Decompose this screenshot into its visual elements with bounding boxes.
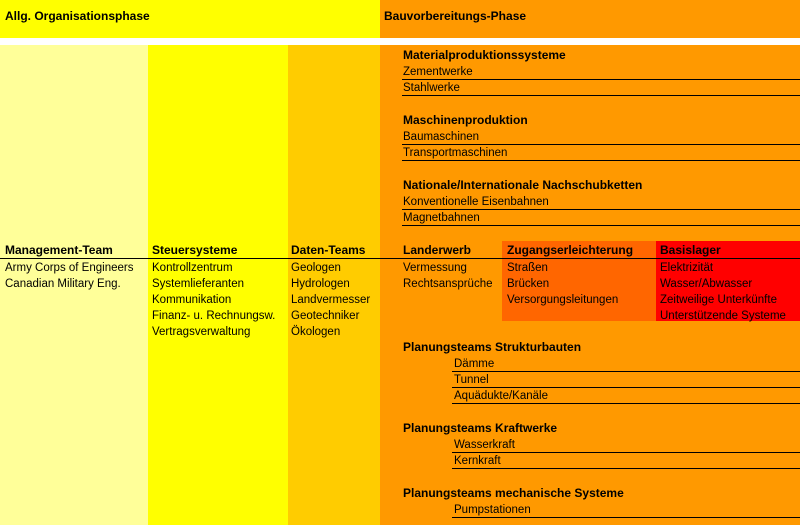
material-item: Zementwerke	[403, 66, 473, 78]
header-preparation-phase: Bauvorbereitungs-Phase	[384, 9, 527, 23]
header-organisation-phase: Allg. Organisationsphase	[5, 9, 150, 23]
divider	[452, 452, 800, 453]
machines-item: Transportmaschinen	[403, 147, 508, 159]
data-teams-item: Landvermesser	[291, 294, 371, 306]
material-item: Stahlwerke	[403, 82, 460, 94]
base-item: Wasser/Abwasser	[660, 278, 753, 290]
machines-item: Baumaschinen	[403, 131, 480, 143]
control-item: Kontrollzentrum	[152, 262, 233, 274]
structures-item: Dämme	[454, 358, 495, 370]
base-item: Elektrizität	[660, 262, 714, 274]
access-title: Zugangserleichterung	[507, 243, 634, 257]
data-teams-title: Daten-Teams	[291, 243, 366, 257]
machines-title: Maschinenproduktion	[403, 113, 528, 127]
supply-title: Nationale/Internationale Nachschubketten	[403, 178, 643, 192]
land-item: Vermessung	[403, 262, 467, 274]
control-item: Vertragsverwaltung	[152, 326, 251, 338]
divider	[452, 517, 800, 518]
management-item: Army Corps of Engineers	[5, 262, 134, 274]
divider	[452, 387, 800, 388]
land-title: Landerwerb	[403, 243, 472, 257]
control-item: Finanz- u. Rechnungsw.	[152, 310, 276, 322]
structures-title: Planungsteams Strukturbauten	[403, 340, 582, 354]
divider	[402, 79, 800, 80]
divider	[452, 403, 800, 404]
land-item: Rechtsansprüche	[403, 278, 493, 290]
management-item: Canadian Military Eng.	[5, 278, 121, 290]
supply-item: Magnetbahnen	[403, 212, 480, 224]
base-title: Basislager	[660, 243, 721, 257]
power-item: Kernkraft	[454, 455, 501, 467]
structures-item: Aquädukte/Kanäle	[454, 390, 548, 402]
divider	[402, 209, 800, 210]
divider	[402, 95, 800, 96]
divider	[452, 371, 800, 372]
divider	[402, 144, 800, 145]
power-title: Planungsteams Kraftwerke	[403, 421, 558, 435]
control-item: Systemlieferanten	[152, 278, 245, 290]
divider	[452, 468, 800, 469]
structures-item: Tunnel	[454, 374, 489, 386]
access-item: Brücken	[507, 278, 550, 290]
data-teams-item: Geologen	[291, 262, 341, 274]
material-title: Materialproduktionssysteme	[403, 48, 566, 62]
divider	[402, 160, 800, 161]
data-teams-item: Geotechniker	[291, 310, 360, 322]
control-item: Kommunikation	[152, 294, 232, 306]
control-title: Steuersysteme	[152, 243, 238, 257]
data-teams-item: Ökologen	[291, 326, 341, 338]
base-item: Zeitweilige Unterkünfte	[660, 294, 777, 306]
divider	[402, 225, 800, 226]
header-underline	[0, 258, 800, 259]
access-item: Versorgungsleitungen	[507, 294, 619, 306]
base-item: Unterstützende Systeme	[660, 310, 786, 322]
supply-item: Konventionelle Eisenbahnen	[403, 196, 549, 208]
data-teams-item: Hydrologen	[291, 278, 350, 290]
mechanical-title: Planungsteams mechanische Systeme	[403, 486, 624, 500]
management-title: Management-Team	[5, 243, 113, 257]
access-item: Straßen	[507, 262, 548, 274]
power-item: Wasserkraft	[454, 439, 515, 451]
mechanical-item: Pumpstationen	[454, 504, 531, 516]
